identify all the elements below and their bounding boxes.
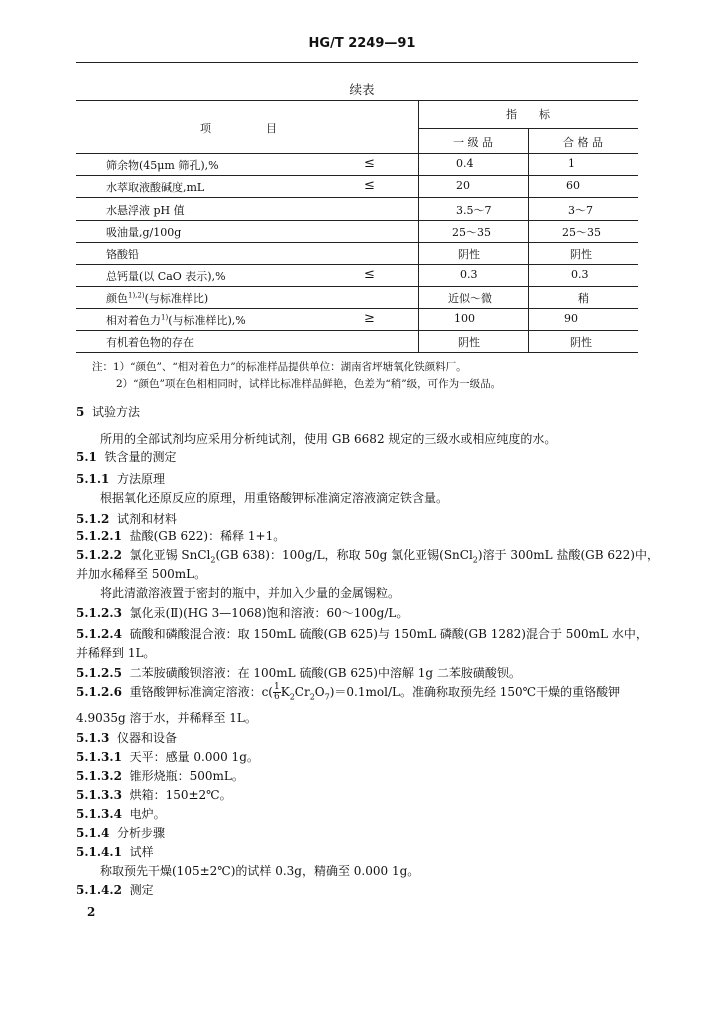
- row-grade2: 3～7: [568, 204, 593, 217]
- col-header-index: 指 标: [506, 108, 550, 121]
- section-5-intro: 所用的全部试剂均应采用分析纯试剂，使用 GB 6682 规定的三级水或相应纯度的水。: [100, 432, 557, 446]
- row-item: 吸油量,g/100g: [106, 226, 182, 239]
- para-5-1-4-1: 称取预先干燥(105±2℃)的试样 0.3g，精确至 0.000 1g。: [100, 864, 420, 878]
- row-item: 相对着色力$^{1)}$(与标准样比),%: [106, 313, 246, 327]
- clause-5-1-3-3: 5.1.3.3 烘箱：150±2℃。: [76, 788, 232, 802]
- row-grade1: 100: [454, 312, 475, 325]
- row-grade2: 25～35: [562, 226, 601, 239]
- clause-5-1-2-2-note: 将此清澈溶液置于密封的瓶中，并加入少量的金属锡粒。: [100, 586, 401, 600]
- row-grade2: 1: [568, 157, 575, 170]
- clause-5-1-3-4: 5.1.3.4 电炉。: [76, 807, 166, 821]
- clause-5-1-2-4: 5.1.2.4 硫酸和磷酸混合液：取 150mL 硫酸(GB 625)与 150mL 磷酸(GB 1282)混合于 500mL 水中，: [76, 627, 648, 641]
- heading-5-1-4-2: 5.1.4.2 测定: [76, 883, 154, 897]
- clause-5-1-2-4-cont: 并稀释到 1L。: [76, 646, 156, 660]
- row-item: 颜色$^{1),2)}$(与标准样比): [106, 291, 209, 305]
- clause-5-1-2-3: 5.1.2.3 氯化汞(Ⅱ)(HG 3—1068)饱和溶液：60～100g/L。: [76, 606, 409, 620]
- clause-5-1-2-2: 5.1.2.2 氯化亚锡 SnCl$_2$(GB 638)：100g/L，称取 50g 氯化亚锡(SnCl$_2$)溶于 300mL 盐酸(GB 622)中，: [76, 548, 659, 565]
- standard-code: HG/T 2249—91: [308, 36, 416, 51]
- row-op: ≥: [364, 311, 375, 326]
- heading-5-1-2: 5.1.2 试剂和材料: [76, 512, 178, 526]
- row-grade2: 0.3: [571, 268, 589, 281]
- row-item: 筛余物(45μm 筛孔),%: [106, 159, 219, 172]
- row-grade1: 0.4: [456, 157, 474, 170]
- clause-5-1-2-6-cont: 4.9035g 溶于水，并稀释至 1L。: [76, 711, 257, 725]
- row-grade2: 阴性: [570, 248, 592, 261]
- clause-5-1-2-1: 5.1.2.1 盐酸(GB 622)：稀释 1+1。: [76, 529, 286, 543]
- table-note-2: 2）“颜色”项在色相相同时，试样比标准样品鲜艳，色差为“稍”级，可作为一级品。: [116, 378, 502, 390]
- row-op: ≤: [364, 178, 375, 193]
- fraction: $\frac{1}{6}$: [273, 682, 280, 702]
- heading-5-1-1: 5.1.1 方法原理: [76, 472, 166, 486]
- clause-5-1-3-2: 5.1.3.2 锥形烧瓶：500mL。: [76, 769, 244, 783]
- table-caption: 续表: [349, 82, 375, 97]
- row-grade1: 0.3: [460, 268, 478, 281]
- row-item: 铬酸铅: [106, 248, 139, 261]
- row-grade1: 20: [456, 179, 470, 192]
- header-rule: [76, 62, 638, 63]
- row-grade1: 25～35: [452, 226, 491, 239]
- row-grade1: 阴性: [458, 336, 480, 349]
- row-op: ≤: [364, 156, 375, 171]
- clause-5-1-2-6: 5.1.2.6 重铬酸钾标准滴定溶液：c( $\frac{1}{6}$ $K_2Cr_2O_7)=0.1mol/L$。准确称取预先经 150℃干燥的重铬酸钾: [76, 682, 621, 702]
- row-grade2: 稍: [578, 292, 589, 305]
- table-note-1: 注：1）“颜色”、“相对着色力”的标准样品提供单位：湖南省坪塘氧化铁颜料厂。: [92, 361, 467, 373]
- heading-5-1-4: 5.1.4 分析步骤: [76, 826, 166, 840]
- row-item: 水悬浮液 pH 值: [106, 204, 185, 217]
- col-header-item: 项 目: [200, 122, 277, 135]
- row-grade1: 阴性: [458, 248, 480, 261]
- col-header-grade1: 一 级 品: [453, 136, 493, 149]
- row-item: 水萃取液酸碱度,mL: [106, 181, 205, 194]
- page-number: 2: [87, 905, 96, 919]
- clause-5-1-3-1: 5.1.3.1 天平：感量 0.000 1g。: [76, 750, 259, 764]
- row-grade1: 近似～微: [448, 292, 492, 305]
- heading-5-1-4-1: 5.1.4.1 试样: [76, 845, 154, 859]
- row-item: 总钙量(以 CaO 表示),%: [106, 270, 226, 283]
- row-grade2: 60: [566, 179, 580, 192]
- heading-5-1: 5.1 铁含量的测定: [76, 450, 177, 464]
- para-5-1-1: 根据氧化还原反应的原理，用重铬酸钾标准滴定溶液滴定铁含量。: [100, 491, 449, 505]
- row-item: 有机着色物的存在: [106, 336, 194, 349]
- row-grade2: 阴性: [570, 336, 592, 349]
- col-header-grade2: 合 格 品: [563, 136, 603, 149]
- row-grade2: 90: [564, 312, 578, 325]
- row-op: ≤: [364, 267, 375, 282]
- clause-5-1-2-5: 5.1.2.5 二苯胺磺酸钡溶液：在 100mL 硫酸(GB 625)中溶解 1g 二苯胺磺酸钡。: [76, 666, 521, 680]
- section-5-heading: 5 试验方法: [76, 405, 141, 419]
- row-grade1: 3.5～7: [456, 204, 492, 217]
- clause-5-1-2-2-cont: 并加水稀释至 500mL。: [76, 567, 207, 581]
- heading-5-1-3: 5.1.3 仪器和设备: [76, 731, 178, 745]
